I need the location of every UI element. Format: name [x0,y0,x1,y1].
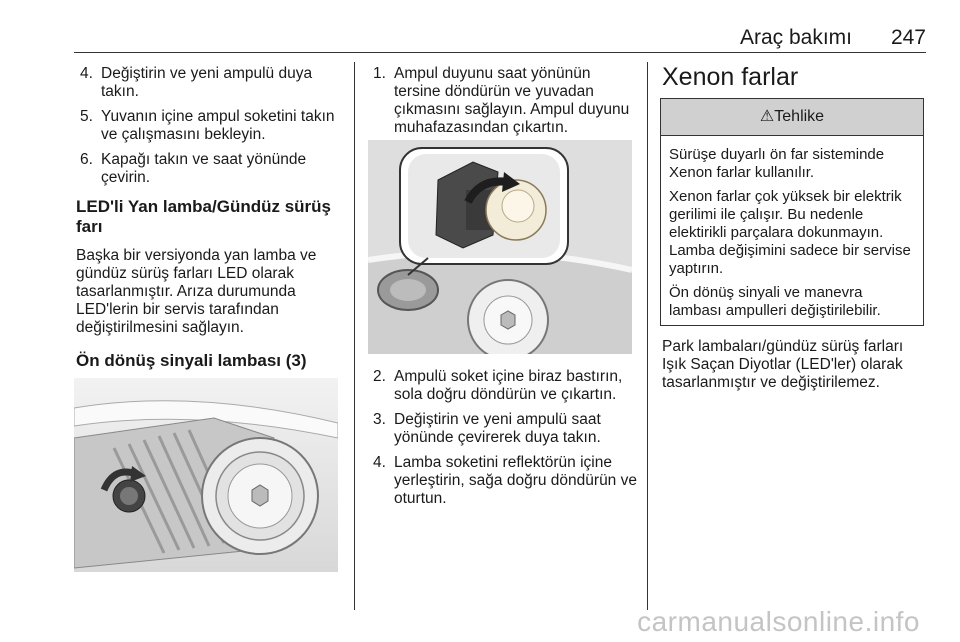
watermark: carmanualsonline.info [637,606,920,637]
column-1 [76,65,344,371]
header-title: Araç bakımı [739,26,852,49]
column-3-bottom [662,338,926,392]
warning-triangle-icon: ⚠ [759,108,775,125]
list-item: 3. Değiştirin ve yeni ampulü saat yönünde çevirerek duya takın. [373,411,601,446]
column-2 [369,65,639,144]
bulb-holder-illustration [368,140,632,354]
led-heading: LED'li Yan lamba/Gündüz sürüş farı [76,197,331,236]
steps-list-1 [76,65,344,187]
list-item: 4. Lamba soketini reflektörün içine yerleştirin, sağa doğru döndürün ve oturtun. [373,454,637,507]
turn-signal-lamp-illustration [74,378,338,572]
danger-warning-box [660,98,924,326]
led-paragraph: Başka bir versiyonda yan lamba ve gündüz sürüş farları LED olarak tasarlanmıştır. Arıza durumunda LED'lerin bir servis tarafından değiştirilmesini sağlayın. [76,247,317,336]
warning-paragraph: Xenon farlar çok yüksek bir elektrik gerilimi ile çalışır. Bu nedenle elektirikli parçalara dokunmayın. Lamba değişimini sadece bir servise yaptırın. [669,188,911,277]
warning-title: Tehlike [774,108,825,125]
list-item: 5. Yuvanın içine ampul soketini takın ve çalışmasını bekleyin. [80,108,335,143]
list-item: 4. Değiştirin ve yeni ampulü duya takın. [80,65,313,100]
xenon-heading: Xenon farlar [662,63,799,91]
list-item: 6. Kapağı takın ve saat yönünde çevirin. [80,151,307,186]
column-divider-2 [647,62,648,610]
page-header [74,26,926,53]
list-item: 2. Ampulü soket içine biraz bastırın, sola doğru döndürün ve çıkartın. [373,368,623,403]
page-number: 247 [890,26,926,49]
list-item: 1. Ampul duyunu saat yönünün tersine döndürün ve yuvadan çıkmasını sağlayın. Ampul duyunu muhafazasından çıkartın. [373,65,630,136]
column-2-bottom [369,368,639,515]
steps-list-2a [369,65,639,137]
column-3 [662,62,926,92]
warning-paragraph: Sürüşe duyarlı ön far sisteminde Xenon farlar kullanılır. [669,146,885,181]
warning-body [661,136,923,320]
steps-list-2b [369,368,639,508]
park-lamp-paragraph: Park lambaları/gündüz sürüş farları Işık Saçan Diyotlar (LED'ler) olarak tasarlanmıştır ve değiştirilemez. [662,338,904,391]
column-divider-1 [354,62,355,610]
turn-signal-heading: Ön dönüş sinyali lambası (3) [76,351,307,370]
warning-paragraph: Ön dönüş sinyali ve manevra lambası ampulleri değiştirilebilir. [669,284,881,319]
warning-header [661,99,923,136]
